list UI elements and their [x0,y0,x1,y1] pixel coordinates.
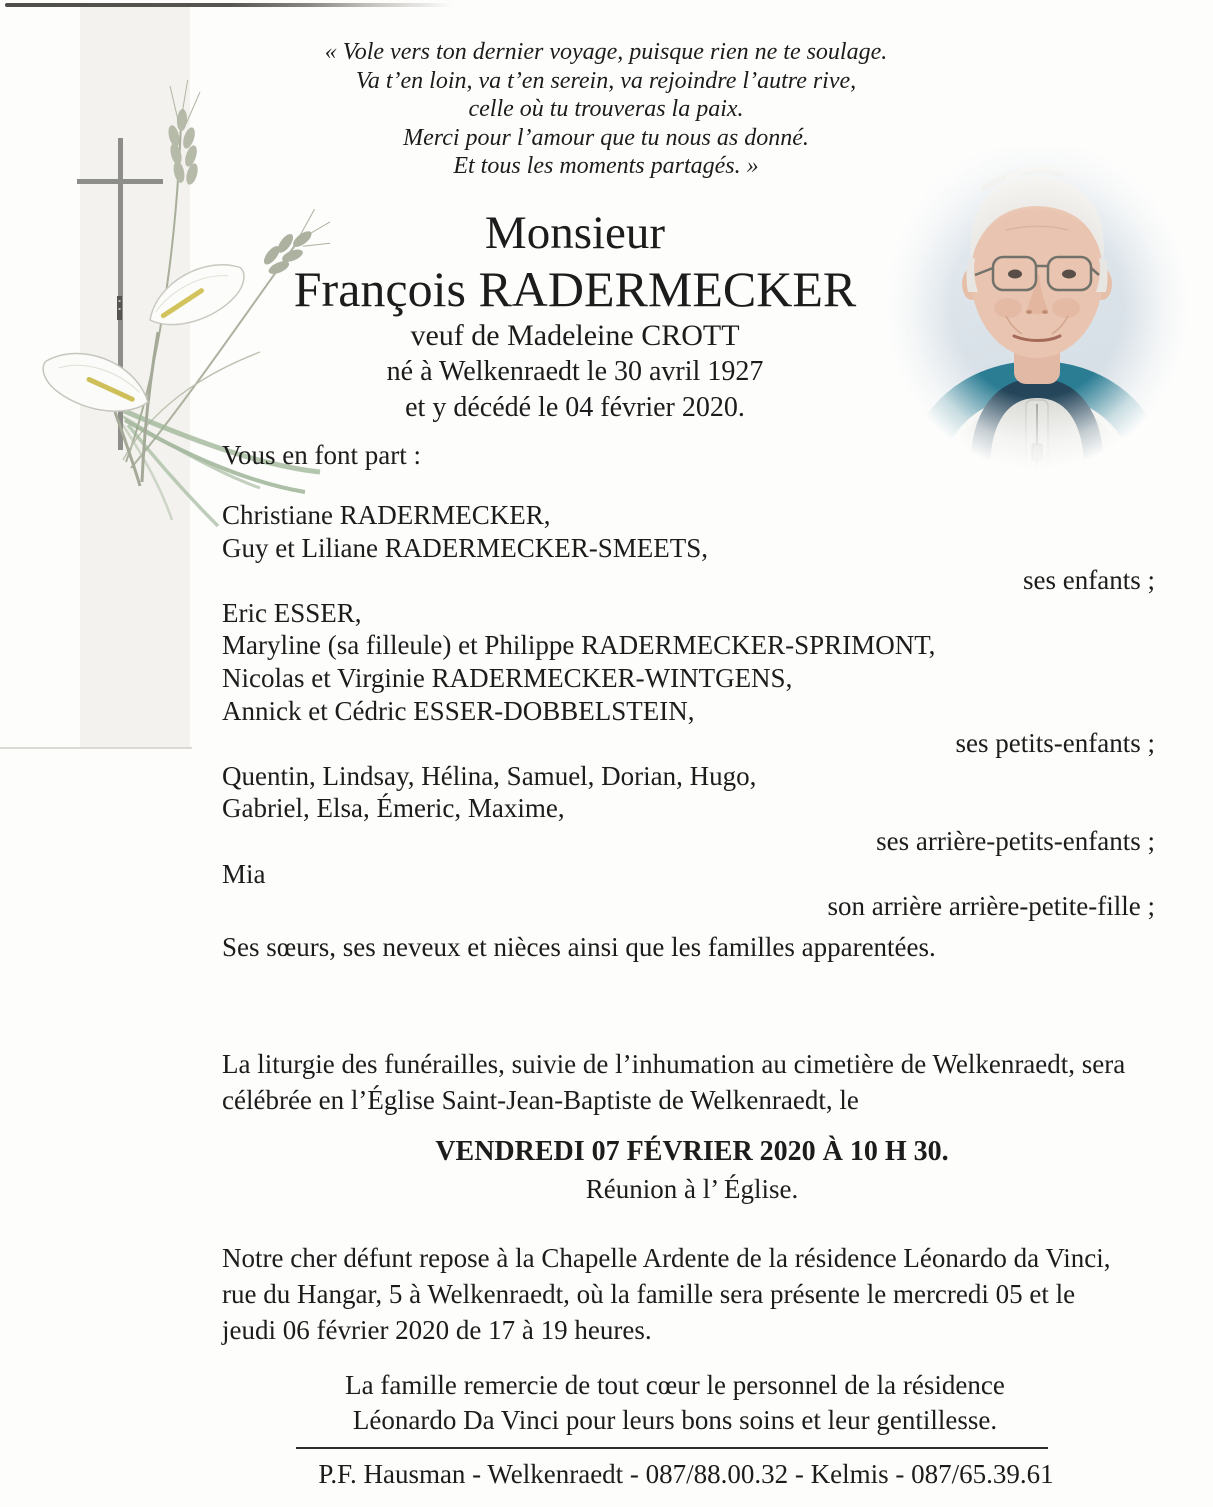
relation-label-grandchildren: ses petits-enfants ; [955,728,1155,759]
repose-line: rue du Hangar, 5 à Welkenraedt, où la famille sera présente le mercredi 05 et le [222,1279,1076,1309]
family-closing: Ses sœurs, ses neveux et nièces ainsi que les familles apparentées. [222,932,936,962]
funeral-home-footer: P.F. Hausman - Welkenraedt - 087/88.00.32 - Kelmis - 087/65.39.61 [318,1459,1054,1489]
children-name-line: Guy et Liliane RADERMECKER-SMEETS, [222,532,708,563]
deceased-death: et y décédé le 04 février 2020. [405,392,745,423]
announcement-intro: Vous en font part : [222,440,421,470]
quote-line: « Vole vers ton dernier voyage, puisque rien ne te soulage. [324,39,888,65]
repose-line: jeudi 06 février 2020 de 17 à 19 heures. [222,1315,652,1345]
liturgy-paragraph [222,1046,1125,1118]
scan-artifact-top-edge [5,3,453,7]
quote-line: Et tous les moments partagés. » [453,153,759,179]
memorial-quote [0,38,1212,181]
thanks-paragraph [137,1368,1213,1438]
ceremony-datetime: VENDREDI 07 FÉVRIER 2020 À 10 H 30. [435,1136,949,1167]
thanks-line: La famille remercie de tout cœur le personnel de la résidence [345,1370,1005,1400]
great-great-granddaughter-name-line: Mia [222,858,266,889]
grandchildren-name-line: Maryline (sa filleule) et Philippe RADERMECKER-SPRIMONT, [222,630,936,661]
repose-line: Notre cher défunt repose à la Chapelle Ardente de la résidence Léonardo da Vinci, [222,1243,1111,1273]
deceased-relationship: veuf de Madeleine CROTT [410,319,740,352]
deceased-title-block [0,206,1150,426]
repose-paragraph [222,1240,1111,1348]
deceased-salutation: Monsieur [484,207,666,259]
great-grandchildren-name-line: Quentin, Lindsay, Hélina, Samuel, Dorian, Hugo, [222,760,757,791]
liturgy-line: célébrée en l’Église Saint-Jean-Baptiste de Welkenraedt, le [222,1085,859,1115]
deceased-birth: né à Welkenraedt le 30 avril 1927 [386,356,764,387]
ceremony-meeting: Réunion à l’ Église. [585,1174,799,1204]
quote-line: Merci pour l’amour que tu nous as donné. [403,124,809,151]
scan-artifact-band-edge [0,747,192,749]
grandchildren-name-line: Eric ESSER, [222,597,362,628]
quote-line: Va t’en loin, va t’en serein, va rejoindre l’autre rive, [355,67,857,94]
deceased-name: François RADERMECKER [293,261,857,317]
footer-rule [296,1447,1048,1449]
grandchildren-name-line: Annick et Cédric ESSER-DOBBELSTEIN, [222,695,695,726]
great-grandchildren-name-line: Gabriel, Elsa, Émeric, Maxime, [222,793,565,824]
relation-label-great-great-granddaughter: son arrière arrière-petite-fille ; [827,891,1155,922]
thanks-line: Léonardo Da Vinci pour leurs bons soins et leur gentillesse. [352,1405,998,1435]
grandchildren-name-line: Nicolas et Virginie RADERMECKER-WINTGENS, [222,662,793,693]
liturgy-line: La liturgie des funérailles, suivie de l’inhumation au cimetière de Welkenraedt, sera [222,1049,1126,1079]
relation-label-children: ses enfants ; [1023,565,1155,596]
family-list [222,499,1155,923]
children-name-line: Christiane RADERMECKER, [222,500,551,530]
relation-label-great-grandchildren: ses arrière-petits-enfants ; [876,825,1155,856]
quote-line: celle où tu trouveras la paix. [468,96,744,122]
